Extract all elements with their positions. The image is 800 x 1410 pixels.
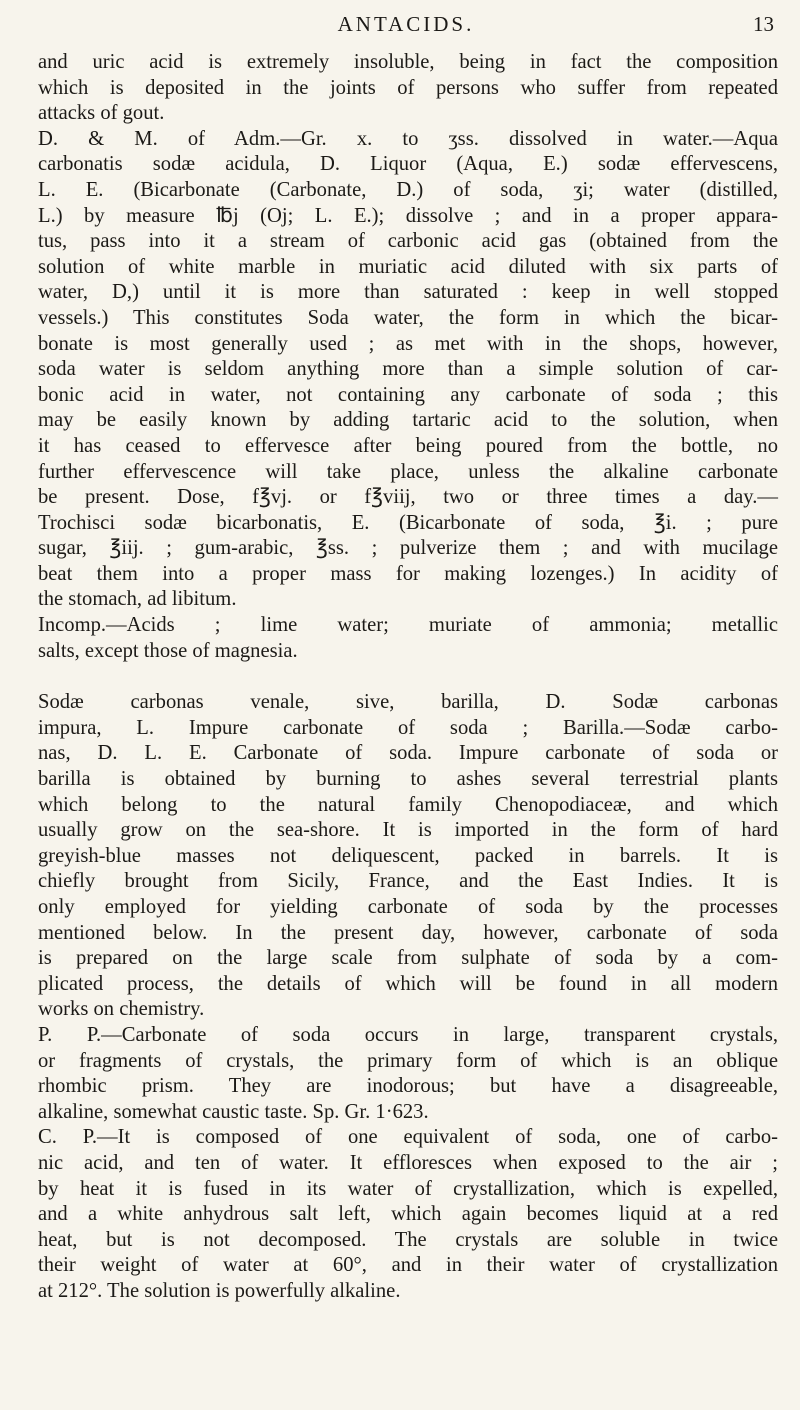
text-line: barilla is obtained by burning to ashes several terrestrial plants (38, 768, 778, 791)
text-line: be present. Dose, f℥vj. or f℥viij, two or three times a day.— (38, 486, 778, 509)
text-line: C. P.—It is composed of one equivalent of soda, one of carbo- (38, 1126, 778, 1149)
text-line: it has ceased to effervesce after being poured from the bottle, no (38, 434, 778, 457)
text-line: mentioned below. In the present day, however, carbonate of soda (38, 921, 778, 944)
text-line: by heat it is fused in its water of crystallization, which is expelled, (38, 1177, 778, 1200)
running-head (38, 8, 774, 42)
text-line: carbonatis sodæ acidula, D. Liquor (Aqua, E.) sodæ effervescens, (38, 153, 778, 176)
text-line: attacks of gout. (38, 102, 165, 125)
text-line: salts, except those of magnesia. (38, 639, 298, 662)
text-line: which belong to the natural family Chenopodiaceæ, and which (38, 793, 778, 816)
text-line: water, D,) until it is more than saturated : keep in well stopped (38, 281, 778, 304)
text-line: solution of white marble in muriatic acid diluted with six parts of (38, 255, 778, 278)
text-line: tus, pass into it a stream of carbonic acid gas (obtained from the (38, 230, 778, 253)
text-line: their weight of water at 60°, and in their water of crystallization (38, 1254, 778, 1277)
text-line: which is deposited in the joints of persons who suffer from repeated (38, 76, 778, 99)
text-line: nas, D. L. E. Carbonate of soda. Impure carbonate of soda or (38, 742, 778, 765)
text-line: sugar, ℥iij. ; gum-arabic, ℥ss. ; pulverize them ; and with mucilage (38, 537, 778, 560)
text-line: bonate is most generally used ; as met with in the shops, however, (38, 332, 778, 355)
text-line: rhombic prism. They are inodorous; but have a disagreeable, (38, 1075, 778, 1098)
text-line: usually grow on the sea-shore. It is imported in the form of hard (38, 819, 778, 842)
text-line: and a white anhydrous salt left, which again becomes liquid at a red (38, 1203, 778, 1226)
text-line: nic acid, and ten of water. It effloresces when exposed to the air ; (38, 1151, 778, 1174)
text-line: alkaline, somewhat caustic taste. Sp. Gr. 1·623. (38, 1100, 429, 1123)
text-line: Incomp.—Acids ; lime water; muriate of ammonia; metallic (38, 614, 778, 637)
text-line: plicated process, the details of which will be found in all modern (38, 972, 778, 995)
text-line: beat them into a proper mass for making lozenges.) In acidity of (38, 562, 778, 585)
page-number: 13 (753, 12, 774, 36)
text-line: chiefly brought from Sicily, France, and the East Indies. It is (38, 870, 778, 893)
text-line: vessels.) This constitutes Soda water, the form in which the bicar- (38, 306, 778, 329)
running-title: ANTACIDS. (337, 12, 475, 36)
text-line: is prepared on the large scale from sulphate of soda by a com- (38, 947, 778, 970)
text-line: may be easily known by adding tartaric acid to the solution, when (38, 409, 778, 432)
text-line: Sodæ carbonas venale, sive, barilla, D. Sodæ carbonas (38, 691, 778, 714)
text-line: and uric acid is extremely insoluble, being in fact the composition (38, 51, 778, 73)
text-line: bonic acid in water, not containing any carbonate of soda ; this (38, 383, 778, 406)
text-line: works on chemistry. (38, 998, 205, 1021)
text-line: P. P.—Carbonate of soda occurs in large, transparent crystals, (38, 1023, 778, 1046)
text-line: L. E. (Bicarbonate (Carbonate, D.) of soda, ʒi; water (distilled, (38, 178, 778, 201)
text-line: or fragments of crystals, the primary form of which is an oblique (38, 1049, 778, 1072)
text-line: L.) by measure ℔j (Oj; L. E.); dissolve ; and in a proper appara- (38, 204, 778, 227)
text-line: further effervescence will take place, unless the alkaline carbonate (38, 460, 778, 483)
text-line: D. & M. of Adm.—Gr. x. to ʒss. dissolved in water.—Aqua (38, 127, 778, 150)
text-line: the stomach, ad libitum. (38, 588, 237, 611)
text-line: greyish-blue masses not deliquescent, packed in barrels. It is (38, 844, 778, 867)
text-line: only employed for yielding carbonate of soda by the processes (38, 896, 778, 918)
text-line: soda water is seldom anything more than a simple solution of car- (38, 358, 778, 381)
text-line: Trochisci sodæ bicarbonatis, E. (Bicarbonate of soda, ℥i. ; pure (38, 511, 778, 534)
text-line: impura, L. Impure carbonate of soda ; Barilla.—Sodæ carbo- (38, 716, 778, 739)
paragraph-gap (38, 664, 778, 690)
text-line: heat, but is not decomposed. The crystals are soluble in twice (38, 1228, 778, 1251)
body-text (38, 50, 778, 1305)
text-line: at 212°. The solution is powerfully alkaline. (38, 1279, 401, 1302)
